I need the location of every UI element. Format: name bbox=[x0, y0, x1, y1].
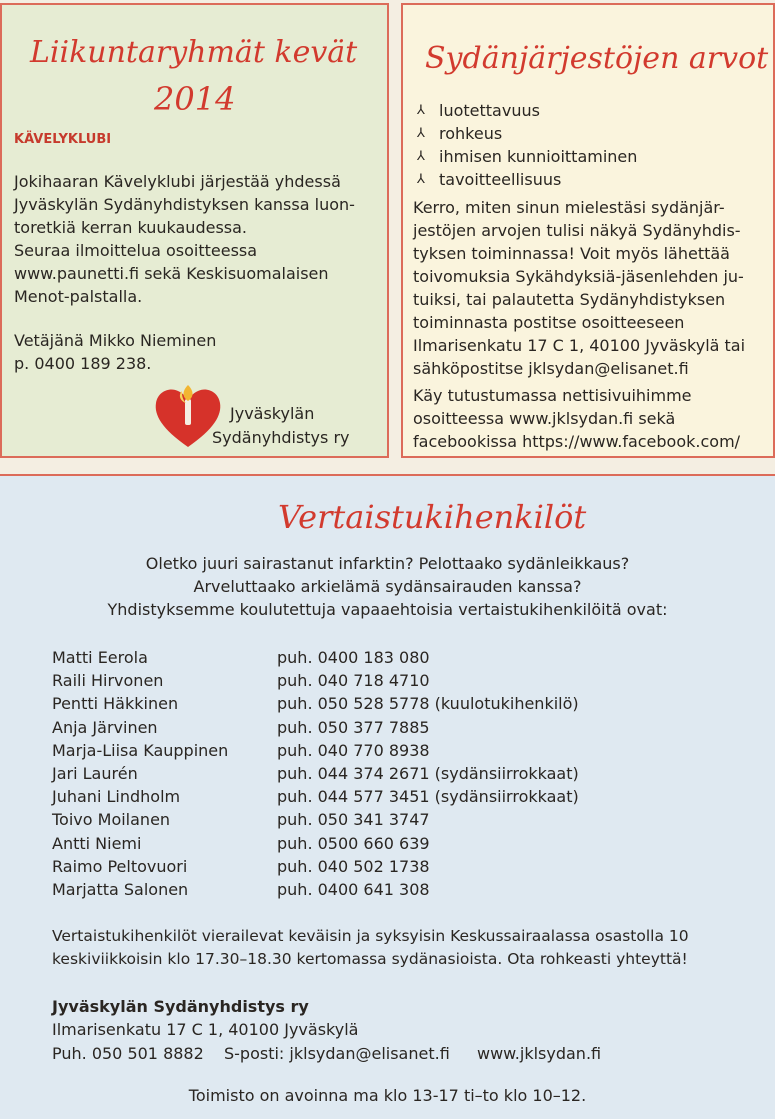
visit-text-line: Käy tutustumassa nettisivuihimme bbox=[413, 386, 692, 405]
walking-club-text-line: Jokihaaran Kävelyklubi järjestää yhdessä bbox=[14, 172, 341, 191]
contact-phone: puh. 050 528 5778 (kuulotukihenkilö) bbox=[277, 694, 579, 714]
values-text-line: jestöjen arvojen tulisi näkyä Sydänyhdis- bbox=[413, 221, 741, 240]
exercise-year: 2014 bbox=[154, 80, 236, 118]
walking-club-text-line: www.paunetti.fi sekä Keskisuomalaisen bbox=[14, 264, 329, 283]
org-address: Ilmarisenkatu 17 C 1, 40100 Jyväskylä bbox=[52, 1020, 359, 1039]
contact-name: Anja Järvinen bbox=[52, 717, 158, 737]
values-box bbox=[401, 3, 775, 458]
contact-name: Matti Eerola bbox=[52, 648, 148, 667]
values-text-line: tuiksi, tai palautetta Sydänyhdistyksen bbox=[413, 290, 726, 309]
contact-name: Marja-Liisa Kauppinen bbox=[52, 740, 229, 760]
contact-row bbox=[52, 855, 579, 878]
values-text-line: sähköpostitse jklsydan@elisanet.fi bbox=[413, 359, 689, 378]
contacts-table bbox=[52, 646, 579, 901]
values-list bbox=[417, 99, 637, 191]
contact-row bbox=[52, 739, 579, 762]
visit-text-line: osoitteessa www.jklsydan.fi sekä bbox=[413, 409, 676, 428]
values-text-line: toiminnasta postitse osoitteeseen bbox=[413, 313, 685, 332]
exercise-groups-box bbox=[0, 3, 389, 458]
contact-name: Juhani Lindholm bbox=[52, 787, 181, 807]
contact-row bbox=[52, 878, 579, 901]
contact-phone: puh. 050 377 7885 bbox=[277, 717, 430, 737]
values-text-line: toivomuksia Sykähdyksiä-jäsenlehden ju- bbox=[413, 267, 744, 286]
contact-name: Marjatta Salonen bbox=[52, 880, 189, 900]
contact-row bbox=[52, 692, 579, 715]
contact-row bbox=[52, 785, 579, 808]
intro-line: Oletko juuri sairastanut infarktin? Pelottaako sydänleikkaus? bbox=[145, 554, 630, 573]
value-item: ⅄ ihmisen kunnioittaminen bbox=[417, 147, 638, 166]
visit-text-line: facebookissa https://www.facebook.com/ bbox=[413, 432, 741, 451]
contact-row bbox=[52, 716, 579, 739]
contact-row bbox=[52, 669, 579, 692]
contact-name: Antti Niemi bbox=[52, 833, 142, 853]
contact-row bbox=[52, 832, 579, 855]
peer-support-box bbox=[0, 474, 775, 1119]
walking-club-text-line: Menot-palstalla. bbox=[14, 287, 143, 306]
values-title: Sydänjärjestöjen arvot bbox=[425, 41, 769, 76]
contact-phone: puh. 040 770 8938 bbox=[277, 740, 430, 760]
walking-club-label: KÄVELYKLUBI bbox=[14, 132, 112, 147]
contact-row bbox=[52, 808, 579, 831]
contact-name: Raili Hirvonen bbox=[52, 671, 164, 691]
contact-phone: puh. 0400 641 308 bbox=[277, 880, 430, 900]
contact-phone: puh. 0500 660 639 bbox=[277, 833, 430, 853]
values-text-line: tyksen toiminnassa! Voit myös lähettää bbox=[413, 244, 730, 263]
value-item: ⅄ rohkeus bbox=[417, 124, 503, 143]
bullet-icon: ⅄ bbox=[417, 172, 425, 187]
exercise-title: Liikuntaryhmät kevät bbox=[30, 35, 358, 70]
walking-club-text-line: Jyväskylän Sydänyhdistyksen kanssa luon- bbox=[14, 195, 355, 214]
org-email: S-posti: jklsydan@elisanet.fi bbox=[224, 1044, 450, 1063]
leader-phone: p. 0400 189 238. bbox=[14, 354, 152, 373]
org-website: www.jklsydan.fi bbox=[477, 1044, 602, 1063]
contact-phone: puh. 040 718 4710 bbox=[277, 671, 430, 691]
org-phone: Puh. 050 501 8882 bbox=[52, 1044, 204, 1063]
contact-phone: puh. 040 502 1738 bbox=[277, 856, 430, 876]
contact-phone: puh. 044 577 3451 (sydänsiirrokkaat) bbox=[277, 787, 579, 807]
leader-name: Vetäjänä Mikko Nieminen bbox=[14, 331, 217, 350]
org-name: Jyväskylän Sydänyhdistys ry bbox=[52, 997, 309, 1016]
visit-info-line: Vertaistukihenkilöt vierailevat keväisin ja syksyisin Keskussairaalassa osastolla 10 bbox=[52, 927, 689, 945]
contact-phone: puh. 050 341 3747 bbox=[277, 810, 430, 830]
walking-club-text-line: Seuraa ilmoittelua osoitteessa bbox=[14, 241, 258, 260]
value-item: ⅄ luotettavuus bbox=[417, 101, 540, 120]
contact-name: Pentti Häkkinen bbox=[52, 694, 179, 714]
intro-line: Arveluttaako arkielämä sydänsairauden kanssa? bbox=[193, 577, 582, 596]
values-text-line: Kerro, miten sinun mielestäsi sydänjär- bbox=[413, 198, 725, 217]
intro-line: Yhdistyksemme koulutettuja vapaaehtoisia vertaistukihenkilöitä ovat: bbox=[107, 600, 668, 619]
bullet-icon: ⅄ bbox=[417, 103, 425, 118]
peer-support-title: Vertaistukihenkilöt bbox=[278, 498, 587, 536]
bullet-icon: ⅄ bbox=[417, 126, 425, 141]
contact-row bbox=[52, 762, 579, 785]
contact-name: Raimo Peltovuori bbox=[52, 856, 188, 876]
contact-phone: puh. 0400 183 080 bbox=[277, 648, 430, 667]
logo-text-line1: Jyväskylän bbox=[230, 404, 315, 423]
values-text-line: Ilmarisenkatu 17 C 1, 40100 Jyväskylä tai bbox=[413, 336, 746, 355]
contact-name: Jari Laurén bbox=[52, 764, 138, 784]
logo-text-line2: Sydänyhdistys ry bbox=[212, 428, 350, 447]
bullet-icon: ⅄ bbox=[417, 149, 425, 164]
contact-name: Toivo Moilanen bbox=[52, 810, 171, 830]
visit-info-line: keskiviikkoisin klo 17.30–18.30 kertomassa sydänasioista. Ota rohkeasti yhteyttä! bbox=[52, 950, 688, 968]
office-hours: Toimisto on avoinna ma klo 13-17 ti–to klo 10–12. bbox=[188, 1086, 587, 1105]
contact-phone: puh. 044 374 2671 (sydänsiirrokkaat) bbox=[277, 764, 579, 784]
walking-club-text-line: toretkiä kerran kuukaudessa. bbox=[14, 218, 247, 237]
value-item: ⅄ tavoitteellisuus bbox=[417, 170, 562, 189]
contact-row bbox=[52, 646, 579, 669]
